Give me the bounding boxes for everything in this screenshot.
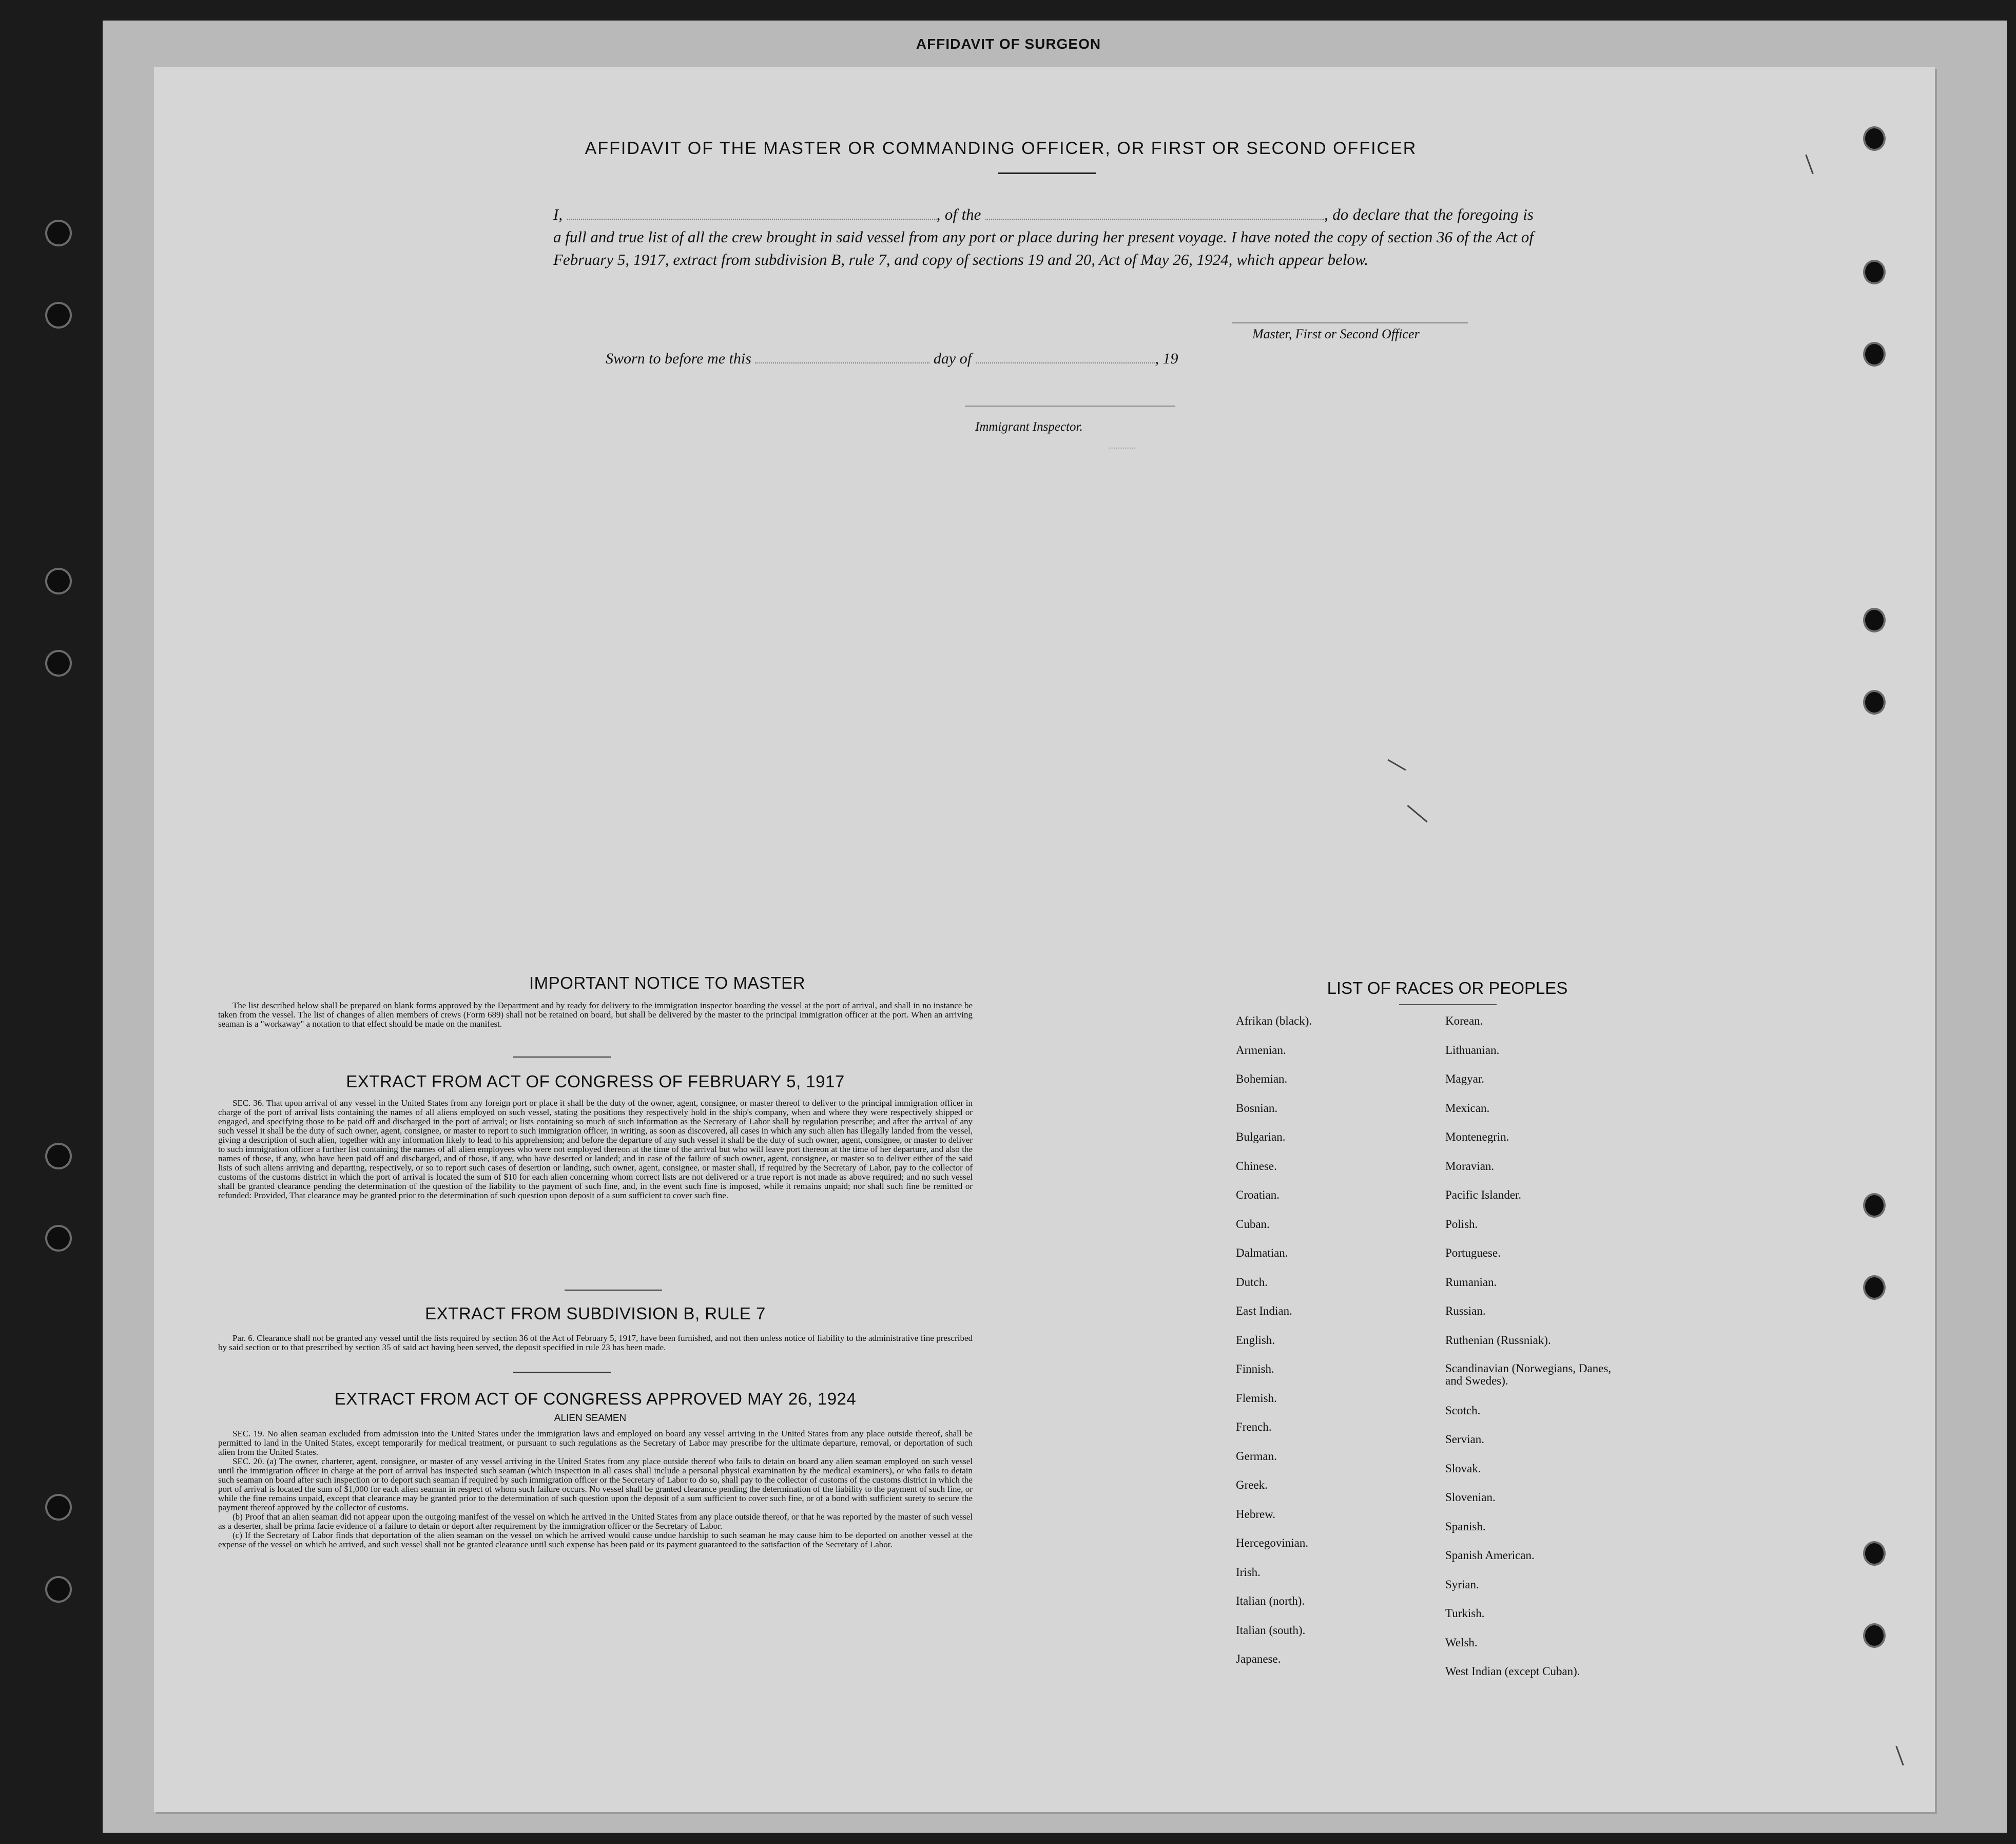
- sworn-statement: [606, 349, 1178, 368]
- race-item: Flemish.: [1236, 1391, 1277, 1405]
- section-divider: [513, 1372, 611, 1373]
- sec-19-paragraph: SEC. 19. No alien seaman excluded from admission into the United States under the immigration laws and employed on board any vessel arriving in the United States from any place outside thereof, shall be permitted to land in the United States, except temporarily for medical treatment, or pursuant to such regulations as the Secretary of Labor may prescribe for the ultimate departure, removal, or deportation of such alien from the United States.: [218, 1429, 973, 1457]
- race-item: East Indian.: [1236, 1304, 1292, 1317]
- rule-7-title: EXTRACT FROM SUBDIVISION B, RULE 7: [425, 1304, 766, 1323]
- binder-hole: [1863, 1541, 1886, 1566]
- binder-hole: [1863, 126, 1886, 151]
- race-item: Moravian.: [1445, 1159, 1495, 1173]
- race-item: Cuban.: [1236, 1217, 1270, 1231]
- bleed-through: …………: [1109, 439, 1136, 452]
- declaration-text: [553, 203, 1534, 271]
- act-1917-paragraph: SEC. 36. That upon arrival of any vessel in the United States from any foreign port or place it shall be the duty of the owner, agent, consignee, or master thereof to deliver to the principal immigration officer in charge of the port of arrival lists containing the names of all aliens employed on such vessel, stating the positions they respectively hold in the ship's company, when and where they were respectively shipped or engaged, and specifying those to be paid off and discharged in the port of arrival; or lists containing so much of such information as the Secretary of Labor shall by regulation prescribe; and after the arrival of any such vessel it shall be the duty of such owner, agent, consignee, or master to report to such immigration officer, in writing, as soon as discovered, all cases in which any such alien has illegally landed from the vessel, giving a description of such alien, together with any information likely to lead to his apprehension; and before the departure of any such vessel it shall be the duty of such owner, agent, consignee, or master to deliver to such immigration officer a further list containing the names of all alien employees who were not employed thereon at the time of the arrival but who will leave port thereon at the time of her departure, and also the names of those, if any, who have been paid off and discharged, and of those, if any, who have deserted or landed; and in case of the failure of such owner, agent, consignee, or master so to deliver either of the said lists of such aliens arriving and departing, respectively, or so to report such cases of desertion or landing, such owner, agent, consignee, or master shall, if required by the Secretary of Labor, pay to the collector of customs of the customs district in which the port of arrival is located the sum of $10 for each alien concerning whom correct lists are not delivered or a true report is not made as above required; and no such vessel shall be granted clearance pending the determination of the question of the liability to the payment of such fine, and, in the event such fine is imposed, while it remains unpaid; nor shall such fine be remitted or refunded: Provided, That clearance may be granted prior to the determination of such question upon deposit of a sum sufficient to cover such fine.: [218, 1098, 973, 1200]
- affidavit-page: [154, 67, 1935, 1812]
- race-item: Armenian.: [1236, 1043, 1286, 1057]
- binder-hole: [1863, 1193, 1886, 1218]
- race-item: Portuguese.: [1445, 1246, 1501, 1259]
- races-title: LIST OF RACES OR PEOPLES: [1327, 978, 1568, 997]
- sworn-year: , 19: [1155, 350, 1178, 367]
- declaration-part-1: I,: [553, 205, 563, 223]
- race-item: Japanese.: [1236, 1653, 1281, 1665]
- sec-20b-paragraph: (b) Proof that an alien seaman did not appear upon the outgoing manifest of the vessel on which he arrived in the United States from any place outside thereof, or that he was reported by the master of such vessel as a deserter, shall be prima facie evidence of a failure to detain or deport after requirement by the immigration officer or the Secretary of Labor.: [218, 1512, 973, 1531]
- race-item: Irish.: [1236, 1565, 1261, 1579]
- act-1924-text: [218, 1429, 973, 1549]
- race-item: Turkish.: [1445, 1607, 1485, 1620]
- race-item: Bulgarian.: [1236, 1130, 1286, 1143]
- race-item: Chinese.: [1236, 1159, 1277, 1173]
- race-item: Dutch.: [1236, 1275, 1268, 1289]
- race-item: Servian.: [1445, 1433, 1485, 1446]
- binder-hole: [1863, 1623, 1886, 1648]
- binder-hole: [1863, 1275, 1886, 1300]
- race-item: Welsh.: [1445, 1636, 1478, 1649]
- race-item: Magyar.: [1445, 1072, 1485, 1085]
- binder-hole: [45, 568, 72, 594]
- rule-7-text: [218, 1334, 973, 1352]
- act-1924-title: EXTRACT FROM ACT OF CONGRESS APPROVED MAY 26, 1924: [334, 1389, 857, 1408]
- race-item: Lithuanian.: [1445, 1043, 1500, 1057]
- sworn-prefix: Sworn to before me this: [606, 350, 751, 367]
- act-1917-title: EXTRACT FROM ACT OF CONGRESS OF FEBRUARY 5, 1917: [346, 1072, 845, 1091]
- section-divider: [565, 1290, 662, 1291]
- race-item: French.: [1236, 1420, 1272, 1433]
- race-item: Bohemian.: [1236, 1072, 1288, 1085]
- race-item: Bosnian.: [1236, 1101, 1278, 1115]
- binder-hole: [1863, 342, 1886, 367]
- race-item: Afrikan (black).: [1236, 1014, 1312, 1027]
- race-item: Polish.: [1445, 1217, 1478, 1231]
- notice-text: [218, 1001, 973, 1029]
- inspector-caption: Immigrant Inspector.: [975, 420, 1083, 434]
- binder-hole: [45, 1143, 72, 1169]
- underlying-page-header: AFFIDAVIT OF SURGEON: [916, 36, 1101, 52]
- race-item: Slovak.: [1445, 1462, 1481, 1475]
- race-item: English.: [1236, 1333, 1275, 1347]
- affidavit-title: AFFIDAVIT OF THE MASTER OR COMMANDING OFFICER, OR FIRST OR SECOND OFFICER: [585, 139, 1417, 158]
- race-item: Scotch.: [1445, 1404, 1481, 1417]
- rule-7-paragraph: Par. 6. Clearance shall not be granted any vessel until the lists required by section 36 of the Act of February 5, 1917, have been furnished, and not then unless notice of liability to the administrative fine prescribed by said section or to that prescribed by section 35 of said act having been served, the deposit specified in rule 23 has been made.: [218, 1333, 973, 1352]
- section-divider: [1399, 1004, 1497, 1005]
- binder-hole: [1863, 690, 1886, 715]
- race-item: Dalmatian.: [1236, 1246, 1288, 1259]
- notice-title: IMPORTANT NOTICE TO MASTER: [529, 973, 805, 992]
- sworn-day: day of: [933, 350, 972, 367]
- race-item: Hebrew.: [1236, 1507, 1276, 1521]
- race-item: Russian.: [1445, 1304, 1486, 1317]
- act-1917-text: [218, 1099, 973, 1200]
- race-item: West Indian (except Cuban).: [1445, 1665, 1580, 1678]
- race-item: Slovenian.: [1445, 1491, 1496, 1504]
- race-item: Mexican.: [1445, 1101, 1490, 1115]
- binder-hole: [45, 302, 72, 329]
- race-item: Ruthenian (Russniak).: [1445, 1333, 1551, 1347]
- binder-hole: [45, 1576, 72, 1603]
- binder-hole: [1863, 608, 1886, 632]
- sworn-month-blank[interactable]: [976, 349, 1155, 363]
- section-divider: [513, 1057, 611, 1058]
- declaration-part-2: , of the: [936, 205, 981, 223]
- race-item: Finnish.: [1236, 1362, 1274, 1375]
- race-item: Spanish American.: [1445, 1549, 1535, 1562]
- notice-paragraph: The list described below shall be prepared on blank forms approved by the Department and by ready for delivery to the immigration inspector boarding the vessel at the port of arrival, and shall in no instance be taken from the vessel. The list of changes of alien members of crews (Form 689) shall not be retained on board, but shall be delivered by the master to the principal immigration officer at the port. When an arriving seaman is a "workaway" a notation to that effect should be made on the manifest.: [218, 1001, 973, 1029]
- act-1924-subtitle: ALIEN SEAMEN: [554, 1413, 627, 1424]
- race-item: Italian (south).: [1236, 1623, 1306, 1637]
- title-divider: [998, 172, 1096, 174]
- signature-line[interactable]: [1232, 322, 1468, 323]
- binder-hole: [45, 650, 72, 677]
- name-blank[interactable]: [567, 219, 937, 220]
- sworn-date-blank[interactable]: [755, 349, 929, 363]
- declaration-part-3: , do declare: [1324, 205, 1400, 223]
- vessel-blank[interactable]: [985, 219, 1324, 220]
- sec-20a-paragraph: SEC. 20. (a) The owner, charterer, agent, consignee, or master of any vessel arriving in the United States from any place outside thereof who fails to detain on board any alien seaman employed on such vessel until the immigration officer in charge at the port of arrival has inspected such seaman (which inspection in all cases shall include a personal physical examination by the medical examiners), or who fails to detain such seaman on board after such inspection or to deport such seaman if required by such immigration officer or the Secretary of Labor to do so, shall pay to the collector of customs of the customs district in which the port of arrival is located the sum of $1,000 for each alien seaman in respect of whom such failure occurs. No vessel shall be granted clearance pending the determination of the liability to the payment of such fine, or while the fine remains unpaid, except that clearance may be granted prior to the determination of such question upon the deposit of a sum sufficient to cover such fine, or of a bond with sufficient surety to secure the payment thereof approved by the collector of customs.: [218, 1456, 973, 1512]
- race-item: Syrian.: [1445, 1578, 1479, 1591]
- binder-hole: [45, 1494, 72, 1521]
- inspector-signature-line[interactable]: [965, 406, 1175, 407]
- race-item: Korean.: [1445, 1014, 1483, 1027]
- race-item: Spanish.: [1445, 1520, 1486, 1533]
- sec-20c-paragraph: (c) If the Secretary of Labor finds that deportation of the alien seaman on the vessel on which he arrived would cause undue hardship to such seaman he may cause him to be deported on another vessel at the expense of the vessel on which he arrived, and such vessel shall not be granted clearance until such expense has been paid or its payment guaranteed to the satisfaction of the Secretary of Labor.: [218, 1530, 973, 1549]
- race-item: German.: [1236, 1449, 1277, 1463]
- binder-hole: [45, 1225, 72, 1252]
- race-item: Scandinavian (Norwegians, Danes, and Swedes).: [1445, 1362, 1612, 1387]
- race-item: Hercegovinian.: [1236, 1536, 1309, 1549]
- race-item: Rumanian.: [1445, 1275, 1497, 1289]
- binder-hole: [45, 220, 72, 246]
- race-item: Pacific Islander.: [1445, 1188, 1522, 1201]
- declaration-body: that the foregoing is a full and true list of all the crew brought in said vessel from any port or place during her present voyage. I have noted the copy of section 36 of the Act of February 5, 1917, extract from subdivision B, rule 7, and copy of sections 19 and 20, Act of May 26, 1924, which appear below.: [553, 205, 1534, 268]
- signature-caption: Master, First or Second Officer: [1252, 326, 1420, 341]
- binder-hole: [1863, 260, 1886, 284]
- race-item: Croatian.: [1236, 1188, 1280, 1201]
- race-item: Greek.: [1236, 1478, 1268, 1491]
- race-item: Montenegrin.: [1445, 1130, 1509, 1143]
- race-item: Italian (north).: [1236, 1595, 1305, 1607]
